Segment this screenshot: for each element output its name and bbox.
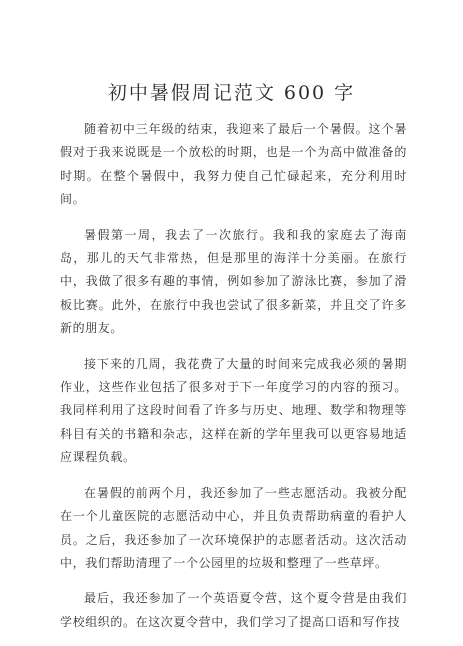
document-title: 初中暑假周记范文 600 字 [107,82,356,104]
paragraph-1: 随着初中三年级的结束，我迎来了最后一个暑假。这个暑假对于我来说既是一个放松的时期，也是一个为高中做准备的时期。在整个暑假中，我努力使自己忙碌起来，充分利用时间。 [60,122,407,207]
paragraph-5: 最后，我还参加了一个英语夏令营，这个夏令营是由我们学校组织的。在这次夏令营中，我们学习了提高口语和写作技 [60,591,407,629]
document-body [60,118,407,646]
paragraph-3: 接下来的几周，我花费了大量的时间来完成我必须的暑期作业，这些作业包括了很多对于下一年度学习的内容的预习。我同样利用了这段时间看了许多与历史、地理、数学和物理等科目有关的书籍和杂志，这样在新的学年里我可以更容易地适应课程负载。 [60,356,407,465]
paragraph-2: 暑假第一周，我去了一次旅行。我和我的家庭去了海南岛，那儿的天气非常热，但是那里的海洋十分美丽。在旅行中，我做了很多有趣的事情，例如参加了游泳比赛，参加了滑板比赛。此外，在旅行中我也尝试了很多新菜，并且交了许多新的朋友。 [60,227,407,336]
paragraph-4: 在暑假的前两个月，我还参加了一些志愿活动。我被分配在一个儿童医院的志愿活动中心，并且负责帮助病童的看护人员。之后，我还参加了一次环境保护的志愿者活动。这次活动中，我们帮助清理了一个公园里的垃圾和整理了一些草坪。 [60,485,407,570]
